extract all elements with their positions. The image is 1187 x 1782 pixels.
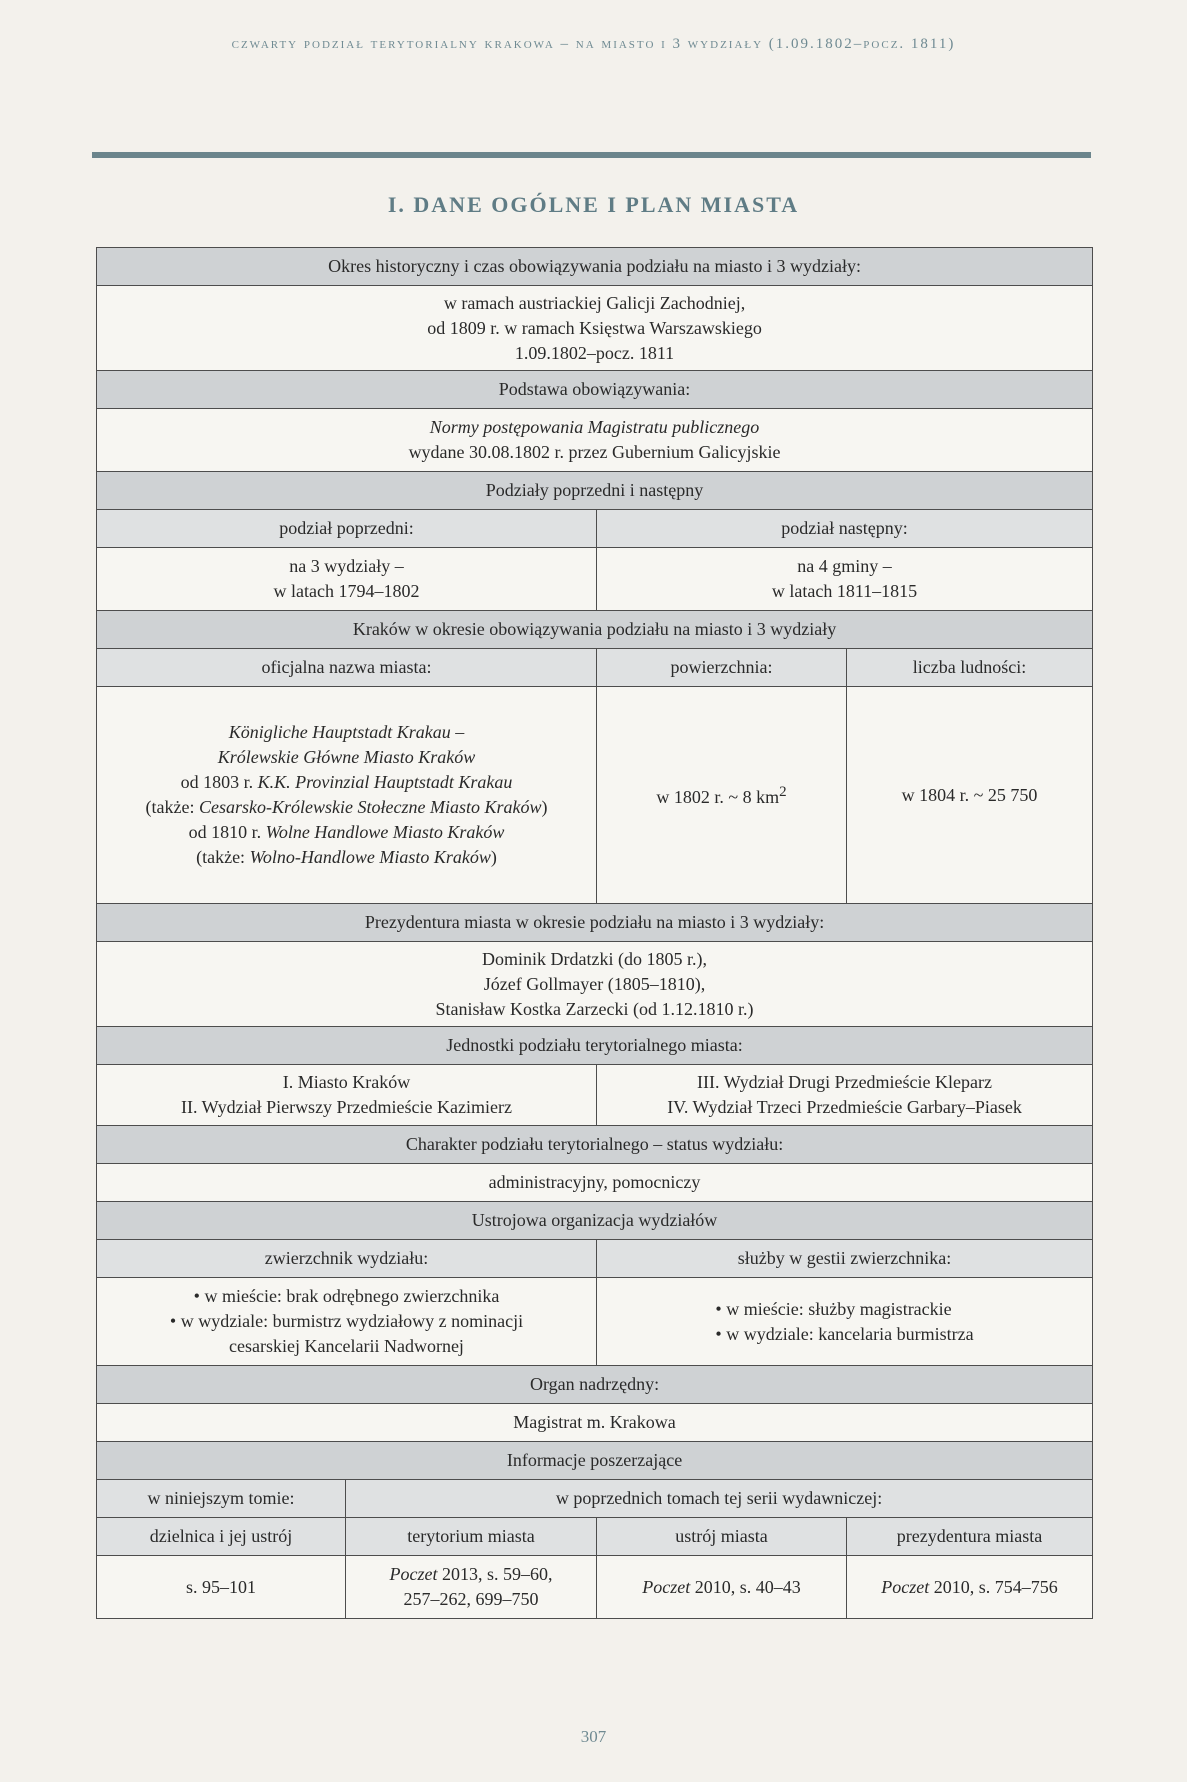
official-name-value bbox=[97, 687, 597, 904]
krakow-header: Kraków w okresie obowiązywania podziału na miasto i 3 wydziały bbox=[97, 611, 1093, 649]
prezydentura-header: Prezydentura miasta w okresie podziału na miasto i 3 wydziały: bbox=[97, 904, 1093, 942]
name-line: Królewskie Główne Miasto Kraków bbox=[217, 747, 476, 767]
president-line: Stanisław Kostka Zarzecki (od 1.12.1810 r.) bbox=[435, 998, 754, 1019]
area-unit-exponent: 2 bbox=[779, 784, 787, 800]
organ-header: Organ nadrzędny: bbox=[97, 1366, 1093, 1404]
bullet-line: • w mieście: brak odrębnego zwierzchnika bbox=[193, 1286, 500, 1306]
ref-poczet: Poczet bbox=[642, 1576, 691, 1597]
unit-line: III. Wydział Drugi Przedmieście Kleparz bbox=[697, 1072, 992, 1092]
president-line: Dominik Drdatzki (do 1805 r.), bbox=[482, 948, 707, 969]
area-text: w 1802 r. ~ 8 km bbox=[656, 787, 780, 807]
ustroj-header: Ustrojowa organizacja wydziałów bbox=[97, 1202, 1093, 1240]
podstawa-line: wydane 30.08.1802 r. przez Gubernium Galicyjskie bbox=[408, 442, 781, 462]
page-number: 307 bbox=[580, 1727, 607, 1746]
unit-line: IV. Wydział Trzeci Przedmieście Garbary–Piasek bbox=[667, 1097, 1022, 1117]
podstawa-header: Podstawa obowiązywania: bbox=[97, 371, 1093, 409]
running-header: czwarty podział terytorialny krakowa – na miasto i 3 wydziały (1.09.1802–pocz. 1811) bbox=[231, 36, 956, 52]
charakter-header: Charakter podziału terytorialnego – status wydziału: bbox=[97, 1126, 1093, 1164]
ref-poczet: Poczet bbox=[881, 1576, 930, 1597]
col-official-name: oficjalna nazwa miasta: bbox=[97, 649, 597, 687]
jednostki-header: Jednostki podziału terytorialnego miasta: bbox=[97, 1027, 1093, 1065]
name-line bbox=[105, 820, 588, 845]
name-italic: Wolno-Handlowe Miasto Kraków bbox=[249, 847, 491, 867]
city-data-table bbox=[96, 247, 1093, 1619]
ref-pages: 2010, s. 40–43 bbox=[690, 1576, 801, 1597]
col-head-of-district: zwierzchnik wydziału: bbox=[97, 1240, 597, 1278]
territory-ref bbox=[346, 1556, 597, 1619]
ref-pages: 2013, s. 59–60, bbox=[437, 1564, 553, 1584]
col-system: ustrój miasta bbox=[597, 1518, 847, 1556]
col-services: służby w gestii zwierzchnika: bbox=[597, 1240, 1093, 1278]
next-division-label: podział następny: bbox=[597, 510, 1093, 548]
system-ref bbox=[597, 1556, 847, 1619]
next-division-value bbox=[597, 548, 1093, 611]
organ-value: Magistrat m. Krakowa bbox=[97, 1404, 1093, 1442]
presidency-ref bbox=[847, 1556, 1093, 1619]
bullet-line: • w mieście: służby magistrackie bbox=[715, 1298, 952, 1319]
prev-division-line: w latach 1794–1802 bbox=[273, 581, 420, 601]
name-prefix: od 1810 r. bbox=[188, 822, 266, 842]
name-prefix: (także: bbox=[145, 797, 199, 817]
okres-line: w ramach austriackiej Galicji Zachodniej, bbox=[443, 292, 746, 313]
area-value bbox=[597, 687, 847, 904]
col-area: powierzchnia: bbox=[597, 649, 847, 687]
name-suffix: ) bbox=[541, 797, 548, 817]
prev-division-value bbox=[97, 548, 597, 611]
section-title: I. DANE OGÓLNE I PLAN MIASTA bbox=[387, 192, 800, 217]
ref-line bbox=[354, 1562, 588, 1587]
okres-body bbox=[97, 286, 1093, 371]
col-presidency: prezydentura miasta bbox=[847, 1518, 1093, 1556]
name-italic: Cesarsko-Królewskie Stołeczne Miasto Kraków bbox=[199, 797, 542, 817]
ref-poczet: Poczet bbox=[389, 1564, 438, 1584]
charakter-value: administracyjny, pomocniczy bbox=[97, 1164, 1093, 1202]
name-line bbox=[105, 845, 588, 870]
col-population: liczba ludności: bbox=[847, 649, 1093, 687]
prev-division-label: podział poprzedni: bbox=[97, 510, 597, 548]
name-line bbox=[105, 770, 588, 795]
prezydentura-body bbox=[97, 942, 1093, 1027]
next-division-line: na 4 gminy – bbox=[797, 556, 892, 576]
units-right bbox=[597, 1065, 1093, 1126]
prev-division-line: na 3 wydziały – bbox=[289, 556, 404, 576]
name-italic: K.K. Provinzial Hauptstadt Krakau bbox=[257, 772, 513, 792]
col-territory: terytorium miasta bbox=[346, 1518, 597, 1556]
head-of-district-value bbox=[97, 1278, 597, 1366]
district-ref: s. 95–101 bbox=[97, 1556, 346, 1619]
podstawa-act-title: Normy postępowania Magistratu publicznego bbox=[429, 417, 760, 437]
previous-volumes-label: w poprzednich tomach tej serii wydawniczej: bbox=[346, 1480, 1093, 1518]
unit-line: I. Miasto Kraków bbox=[282, 1072, 411, 1092]
name-line: Königliche Hauptstadt Krakau – bbox=[228, 722, 465, 742]
podstawa-body bbox=[97, 409, 1093, 472]
header-rule bbox=[92, 152, 1091, 158]
bullet-line: • w wydziale: burmistrz wydziałowy z nominacji bbox=[169, 1311, 524, 1331]
units-left bbox=[97, 1065, 597, 1126]
ref-pages: 2010, s. 754–756 bbox=[929, 1576, 1058, 1597]
okres-header: Okres historyczny i czas obowiązywania podziału na miasto i 3 wydziały: bbox=[97, 248, 1093, 286]
president-line: Józef Gollmayer (1805–1810), bbox=[483, 973, 706, 994]
informacje-header: Informacje poszerzające bbox=[97, 1442, 1093, 1480]
unit-line: II. Wydział Pierwszy Przedmieście Kazimierz bbox=[181, 1097, 512, 1117]
this-volume-label: w niniejszym tomie: bbox=[97, 1480, 346, 1518]
name-prefix: (także: bbox=[196, 847, 250, 867]
col-district: dzielnica i jej ustrój bbox=[97, 1518, 346, 1556]
name-line bbox=[105, 795, 588, 820]
population-value: w 1804 r. ~ 25 750 bbox=[847, 687, 1093, 904]
name-italic: Wolne Handlowe Miasto Kraków bbox=[265, 822, 505, 842]
name-prefix: od 1803 r. bbox=[180, 772, 258, 792]
next-division-line: w latach 1811–1815 bbox=[771, 581, 918, 601]
okres-line: od 1809 r. w ramach Księstwa Warszawskiego bbox=[427, 317, 762, 338]
name-suffix: ) bbox=[490, 847, 497, 867]
podzialy-header: Podziały poprzedni i następny bbox=[97, 472, 1093, 510]
okres-line: 1.09.1802–pocz. 1811 bbox=[514, 342, 675, 363]
services-value bbox=[597, 1278, 1093, 1366]
bullet-line: • w wydziale: kancelaria burmistrza bbox=[715, 1323, 974, 1344]
ref-line: 257–262, 699–750 bbox=[403, 1589, 539, 1609]
bullet-line: cesarskiej Kancelarii Nadwornej bbox=[229, 1336, 464, 1356]
